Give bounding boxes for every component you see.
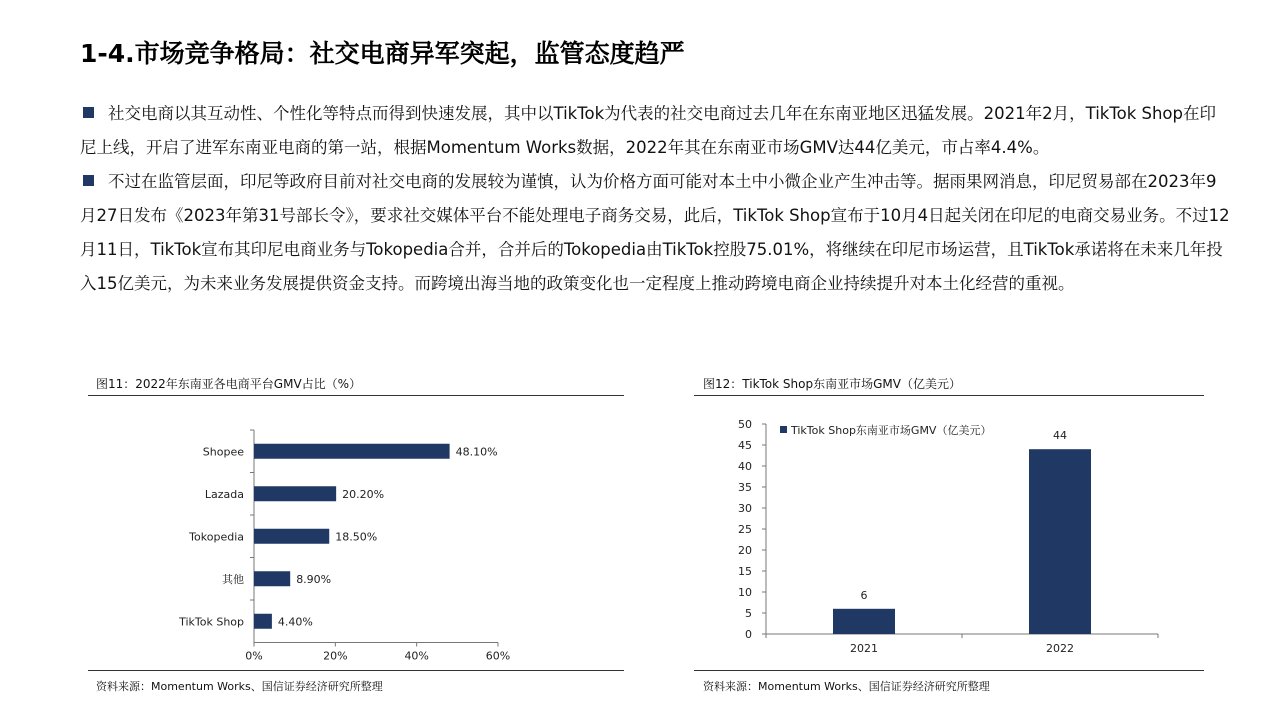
y-tick-label: 0 bbox=[745, 628, 752, 641]
chart1-caption: 图11：2022年东南亚各电商平台GMV占比（%） bbox=[96, 377, 362, 391]
chart2-caption: 图12：TikTok Shop东南亚市场GMV（亿美元） bbox=[703, 377, 961, 391]
data-label: 44 bbox=[1053, 429, 1067, 443]
y-tick-label: 35 bbox=[738, 481, 752, 494]
y-tick-label: 40 bbox=[738, 460, 752, 473]
chart2-top-rule bbox=[694, 395, 1204, 396]
y-tick-label: 20 bbox=[738, 544, 752, 557]
bar bbox=[254, 614, 272, 629]
category-label: 其他 bbox=[222, 572, 244, 586]
gmv-share-bar-chart bbox=[88, 400, 624, 665]
bar bbox=[254, 444, 450, 459]
legend-label: TikTok Shop东南亚市场GMV（亿美元） bbox=[791, 424, 992, 437]
x-tick-label: 2022 bbox=[1046, 642, 1074, 655]
bar bbox=[254, 571, 290, 586]
y-tick-label: 30 bbox=[738, 502, 752, 515]
x-tick-label: 60% bbox=[485, 649, 511, 663]
chart1-source: 资料来源：Momentum Works、国信证券经济研究所整理 bbox=[96, 680, 383, 693]
chart2-source: 资料来源：Momentum Works、国信证券经济研究所整理 bbox=[703, 680, 990, 693]
x-tick-label: 0% bbox=[245, 649, 263, 663]
y-tick-label: 5 bbox=[745, 607, 752, 620]
category-label: Lazada bbox=[204, 487, 244, 501]
bar bbox=[833, 609, 895, 634]
x-tick-label: 2021 bbox=[850, 642, 878, 655]
bar bbox=[254, 529, 329, 544]
paragraph-1-text: 社交电商以其互动性、个性化等特点而得到快速发展，其中以TikTok为代表的社交电商过去几年在东南亚地区迅猛发展。2021年2月，TikTok Shop在印尼上线，开启了进军东南亚电商的第一站，根据Momentum Works数据，2022年其在东南亚市场GMV达44亿美元，市占率4.4%。 bbox=[80, 104, 1217, 157]
data-label: 18.50% bbox=[335, 530, 378, 544]
chart2-bottom-rule bbox=[694, 670, 1204, 671]
data-label: 4.40% bbox=[277, 615, 313, 629]
y-tick-label: 15 bbox=[738, 565, 752, 578]
data-label: 6 bbox=[860, 588, 868, 602]
paragraph-2 bbox=[80, 165, 1230, 301]
category-label: Tokopedia bbox=[189, 530, 244, 544]
chart1-bottom-rule bbox=[88, 670, 624, 671]
page-title: 1-4.市场竞争格局：社交电商异军突起，监管态度趋严 bbox=[80, 39, 685, 68]
legend-swatch bbox=[780, 426, 787, 433]
y-tick-label: 10 bbox=[738, 586, 752, 599]
bar bbox=[1029, 449, 1091, 634]
data-label: 8.90% bbox=[296, 572, 332, 586]
tiktok-gmv-bar-chart bbox=[694, 400, 1204, 665]
paragraph-2-text: 不过在监管层面，印尼等政府目前对社交电商的发展较为谨慎，认为价格方面可能对本土中小微企业产生冲击等。据雨果网消息，印尼贸易部在2023年9月27日发布《2023年第31号部长令》，要求社交媒体平台不能处理电子商务交易，此后，TikTok Shop宣布于10月4日起关闭在印尼的电商交易业务。不过12月11日，TikTok宣布其印尼电商业务与Tokopedia合并，合并后的Tokopedia由TikTok控股75.01%，将继续在印尼市场运营，且TikTok承诺将在未来几年投入15亿美元，为未来业务发展提供资金支持。而跨境出海当地的政策变化也一定程度上推动跨境电商企业持续提升对本土化经营的重视。 bbox=[80, 172, 1230, 293]
paragraph-1 bbox=[80, 97, 1230, 165]
y-tick-label: 25 bbox=[738, 523, 752, 536]
x-tick-label: 40% bbox=[404, 649, 429, 663]
data-label: 48.10% bbox=[455, 445, 498, 459]
category-label: TikTok Shop bbox=[179, 615, 244, 629]
data-label: 20.20% bbox=[342, 487, 385, 501]
bullet-square-icon bbox=[83, 107, 94, 118]
chart1-top-rule bbox=[88, 395, 624, 396]
x-tick-label: 20% bbox=[323, 649, 348, 663]
bar bbox=[254, 486, 336, 501]
y-tick-label: 50 bbox=[738, 418, 752, 431]
y-tick-label: 45 bbox=[738, 439, 752, 452]
category-label: Shopee bbox=[202, 445, 244, 459]
bullet-square-icon bbox=[83, 175, 94, 186]
